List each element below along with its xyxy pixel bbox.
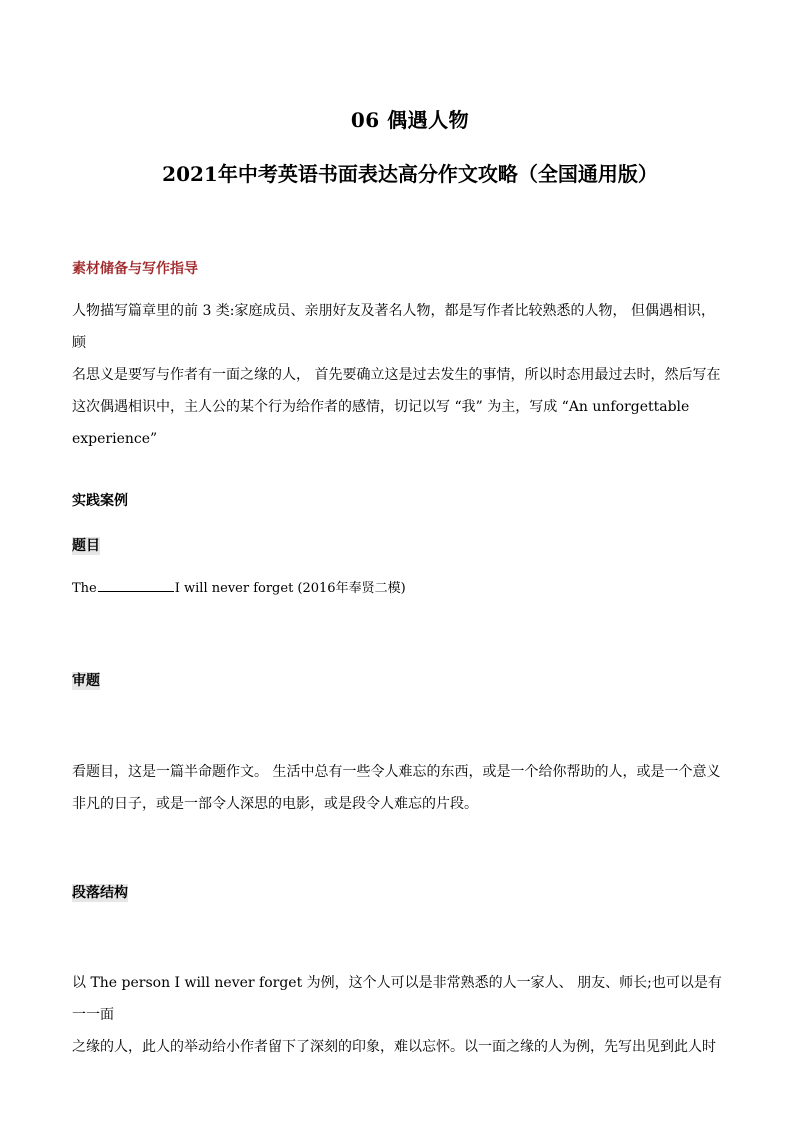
heading-topic-label: 题目	[72, 538, 100, 554]
document-title: 06 偶遇人物	[350, 108, 470, 132]
topic-suffix: I will never forget (2016年奉贤二模)	[174, 581, 406, 596]
review-line: 看题目，这是一篇半命题作文。 生活中总有一些令人难忘的东西，或是一个给你帮助的人，或是一个意义	[72, 764, 721, 780]
review-line: 非凡的日子，或是一部令人深思的电影，或是段令人难忘的片段。	[72, 796, 478, 812]
structure-line: 之缘的人，此人的举动给小作者留下了深刻的印象，难以忘怀。以一面之缘的人为例，先写出见到此人时	[72, 1039, 716, 1055]
heading-review	[72, 670, 100, 690]
intro-line: 这次偶遇相识中，主人公的某个行为给作者的感情，切记以写 “我” 为主，写成 “An unforgettable	[72, 399, 690, 415]
section-heading-prep: 素材储备与写作指导	[72, 261, 198, 277]
topic-blank	[98, 577, 174, 592]
heading-structure-label: 段落结构	[72, 885, 128, 901]
topic-prefix: The	[72, 581, 97, 596]
intro-line: experience”	[72, 431, 158, 447]
intro-line: 名思义是要写与作者有一面之缘的人， 首先要确立这是过去发生的事情，所以时态用最过去时，然后写在	[72, 367, 721, 383]
heading-review-label: 审题	[72, 673, 100, 689]
intro-line: 人物描写篇章里的前 3 类:家庭成员、亲朋好友及著名人物，都是写作者比较熟悉的人物， 但偶遇相识，顾	[72, 303, 715, 351]
heading-structure	[72, 882, 128, 902]
structure-line: 以 The person I will never forget 为例，这个人可以是非常熟悉的人一家人、 朋友、师长;也可以是有一一面	[72, 975, 722, 1023]
structure-paragraph	[72, 967, 722, 1063]
topic-line	[72, 573, 722, 605]
document-subtitle: 2021年中考英语书面表达高分作文攻略（全国通用版）	[162, 162, 658, 186]
intro-paragraph	[72, 295, 722, 455]
section-heading-practice: 实践案例	[72, 493, 128, 509]
review-paragraph	[72, 756, 722, 820]
heading-topic	[72, 535, 100, 555]
